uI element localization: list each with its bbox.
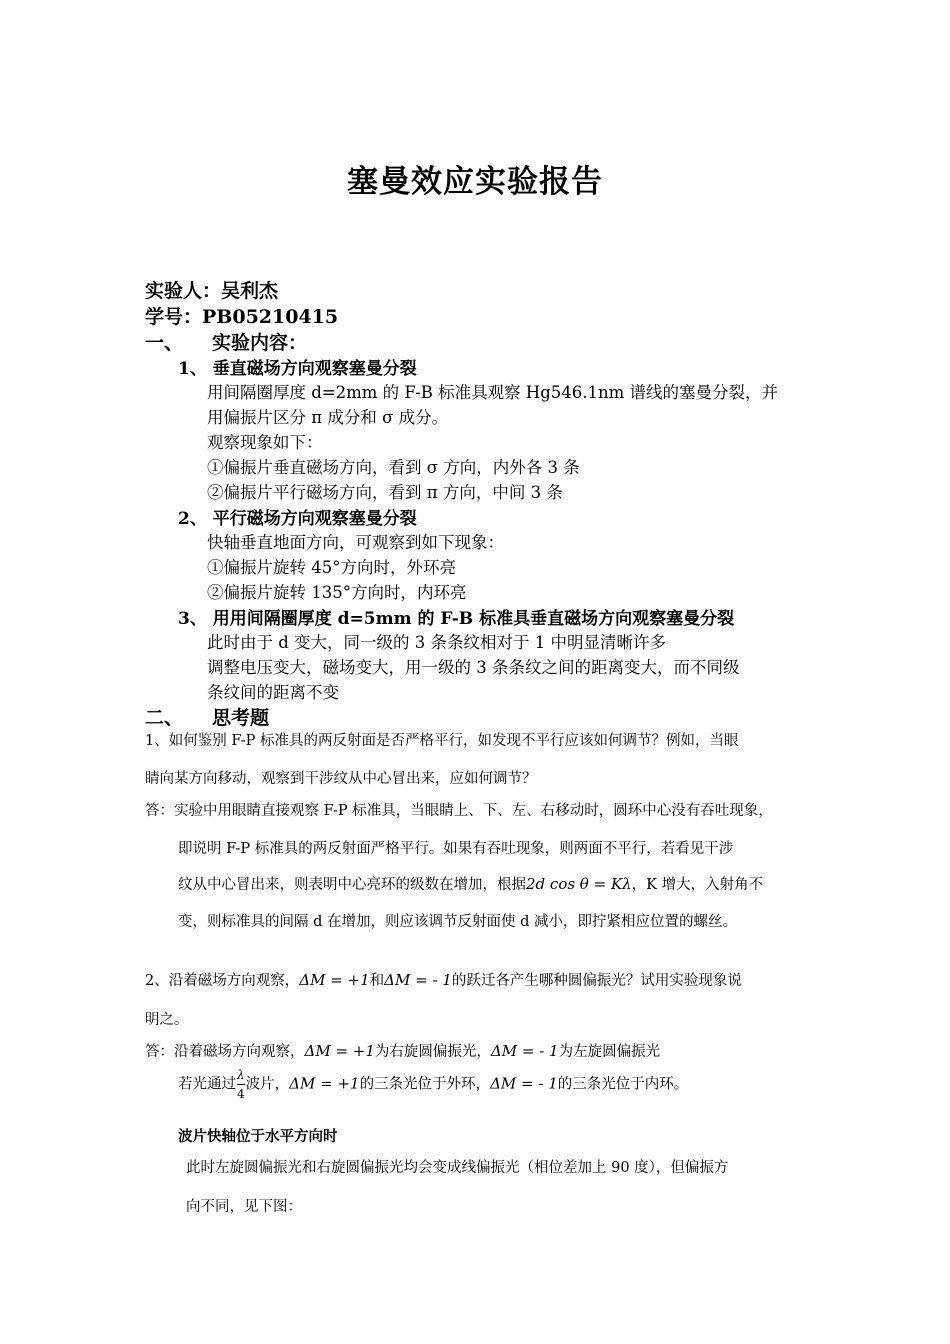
- delta-m-plus-formula: ΔM = +1: [289, 1074, 360, 1093]
- answer2-line: [145, 1040, 660, 1061]
- item3-line: 此时由于 d 变大，同一级的 3 条条纹相对于 1 中明显清晰许多: [207, 633, 667, 652]
- question2-text: 2、沿着磁场方向观察，: [145, 973, 300, 989]
- final-paragraph-line: 向不同，见下图：: [186, 1199, 302, 1215]
- item2-heading: 2、 平行磁场方向观察塞曼分裂: [178, 509, 417, 529]
- question2-text: 和: [369, 973, 385, 989]
- question2-text: 的跃迁各产生哪种圆偏振光？试用实验现象说: [451, 973, 742, 989]
- item2-line: ②偏振片旋转 135°方向时，内环亮: [207, 583, 467, 602]
- item2-line: ①偏振片旋转 45°方向时，外环亮: [207, 558, 456, 577]
- delta-m-minus-formula: ΔM = - 1: [384, 971, 452, 989]
- delta-m-minus-formula: ΔM = - 1: [490, 1074, 558, 1093]
- answer2-text: 为右旋圆偏振光，: [374, 1044, 491, 1060]
- item1-line: 用间隔圈厚度 d=2mm 的 F-B 标准具观察 Hg546.1nm 谱线的塞曼分裂，并: [207, 383, 779, 402]
- answer1-formula-line: [178, 873, 763, 894]
- answer2-text: 为左旋圆偏振光: [558, 1044, 661, 1060]
- question1-line: 睛向某方向移动，观察到干涉纹从中心冒出来，应如何调节？: [145, 771, 537, 787]
- answer2-text: 的三条光位于内环。: [557, 1076, 689, 1093]
- answer2-text: 的三条光位于外环，: [359, 1076, 491, 1093]
- section1-number: 一、: [145, 332, 184, 354]
- item3-heading: 3、 用用间隔圈厚度 d=5mm 的 F-B 标准具垂直磁场方向观察塞曼分裂: [178, 609, 735, 629]
- item2-line: 快轴垂直地面方向，可观察到如下现象：: [207, 533, 504, 552]
- student-id-line: 学号：PB05210415: [145, 306, 339, 328]
- item3-line: 条纹间的距离不变: [207, 683, 339, 702]
- section1-heading: 实验内容：: [212, 332, 308, 354]
- answer2-line: [178, 1066, 688, 1103]
- answer2-text: 答：沿着磁场方向观察，: [145, 1044, 305, 1060]
- answer2-text: 若光通过: [178, 1076, 236, 1093]
- delta-m-plus-formula: ΔM = +1: [299, 971, 370, 989]
- answer1-text: 纹从中心冒出来，则表明中心亮环的级数在增加，根据: [178, 877, 526, 893]
- waveplate-subheading: 波片快轴位于水平方向时: [178, 1128, 338, 1145]
- item1-line: 用偏振片区分 π 成分和 σ 成分。: [207, 408, 449, 427]
- lambda-over-four-fraction: [237, 1066, 245, 1103]
- answer1-line: 答：实验中用眼睛直接观察 F-P 标准具，当眼睛上、下、左、右移动时，圆环中心没有吞吐现象，: [145, 803, 773, 819]
- answer1-line: 变，则标准具的间隔 d 在增加，则应该调节反射面使 d 减小，即拧紧相应位置的螺丝。: [178, 914, 737, 930]
- section2-heading: 思考题: [212, 707, 270, 729]
- question2-line: [145, 969, 742, 990]
- final-paragraph-line: 此时左旋圆偏振光和右旋圆偏振光均会变成线偏振光（相位差加上 90 度），但偏振方: [186, 1160, 729, 1176]
- answer2-text: 波片，: [245, 1076, 290, 1093]
- answer1-text: ，K 增大，入射角不: [631, 877, 764, 893]
- answer1-line: 即说明 F-P 标准具的两反射面严格平行。如果有吞吐现象，则两面不平行，若看见干涉: [178, 841, 734, 857]
- fp-formula: 2d cos θ = Kλ: [526, 875, 632, 893]
- experimenter-line: 实验人：吴利杰: [145, 280, 279, 302]
- item1-line: ②偏振片平行磁场方向，看到 π 方向，中间 3 条: [207, 483, 563, 502]
- question1-line: 1、如何鉴别 F-P 标准具的两反射面是否严格平行，如发现不平行应该如何调节？例如，当眼: [145, 733, 739, 749]
- item3-line: 调整电压变大，磁场变大，用一级的 3 条条纹之间的距离变大，而不同级: [207, 658, 740, 677]
- question2-line: 明之。: [145, 1012, 189, 1028]
- item1-line: 观察现象如下：: [207, 433, 323, 452]
- delta-m-plus-formula: ΔM = +1: [304, 1042, 375, 1060]
- delta-m-minus-formula: ΔM = - 1: [490, 1042, 559, 1060]
- page-title: 塞曼效应实验报告: [347, 164, 603, 200]
- section2-number: 二、: [145, 707, 184, 729]
- item1-heading: 1、 垂直磁场方向观察塞曼分裂: [178, 359, 417, 379]
- fraction-denominator: 4: [237, 1087, 245, 1101]
- item1-line: ①偏振片垂直磁场方向，看到 σ 方向，内外各 3 条: [207, 458, 580, 477]
- fraction-numerator: λ: [237, 1066, 245, 1085]
